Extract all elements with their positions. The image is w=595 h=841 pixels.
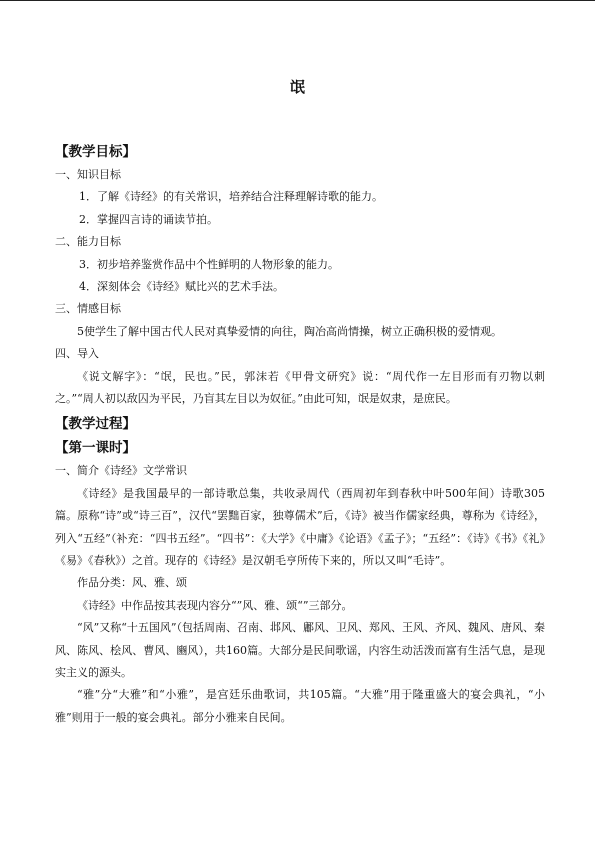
intro-heading: 四、导入: [55, 347, 99, 361]
emotion-goals-heading: 三、情感目标: [55, 302, 121, 316]
feng-paragraph: “风”又称“十五国风”（包括周南、召南、邶风、鄘风、卫风、郑风、王风、齐风、魏风、唐风、秦风、陈风、桧风、曹风、豳风），共160篇。大部分是民间歌谣，内容生动活泼而富有生活气息，是现实主义的源头。: [55, 621, 545, 679]
emotion-goal-text: 5使学生了解中国古代人民对真挚爱情的向往，陶冶高尚情操，树立正确积极的爱情观。: [77, 324, 502, 338]
intro-text: 《说文解字》：“氓，民也。”民，郭沫若《甲骨文研究》说：“周代作一左目形而有刃物以刺之。”“周人初以敌囚为平民，乃盲其左目以为奴征。”由此可知，氓是奴隶，是庶民。: [55, 369, 545, 405]
shijing-intro-heading: 一、简介《诗经》文学常识: [55, 464, 187, 478]
knowledge-goals-heading: 一、知识目标: [55, 168, 121, 181]
teaching-goals-heading: 【教学目标】: [55, 144, 136, 160]
ability-goals-heading: 二、能力目标: [55, 235, 121, 249]
top-border-rule: [0, 0, 595, 1]
teaching-process-heading: 【教学过程】: [55, 416, 136, 433]
work-categories-paragraph: 作品分类：风、雅、颂: [77, 576, 187, 590]
goal-item-1: 1．了解《诗经》的有关常识，培养结合注释理解诗歌的能力。: [79, 190, 383, 204]
page-title: 氓: [289, 78, 305, 96]
goal-item-4: 4．深刻体会《诗经》赋比兴的艺术手法。: [79, 279, 284, 293]
lesson-1-heading: 【第一课时】: [55, 440, 136, 457]
ya-paragraph: “雅”分“大雅”和“小雅”，是宫廷乐曲歌词，共105篇。“大雅”用于隆重盛大的宴会典礼，“小雅”则用于一般的宴会典礼。部分小雅来自民间。: [55, 688, 545, 724]
goal-item-3: 3．初步培养鉴赏作品中个性鲜明的人物形象的能力。: [79, 257, 339, 271]
content-division-paragraph: 《诗经》中作品按其表现内容分“”风、雅、颂“”三部分。: [77, 598, 353, 612]
shijing-overview-paragraph: 《诗经》是我国最早的一部诗歌总集，共收录周代（西周初年到春秋中叶500年间）诗歌305篇。原称“诗”或“诗三百”，汉代“罢黜百家，独尊儒术”后，《诗》被当作儒家经典，尊称为《诗经》，列入“五经”（补充：“四书五经”。“四书”：《大学》《中庸》《论语》《孟子》；“五经”：《诗》《书》《礼》《易》《春秋》）之首。现存的《诗经》是汉朝毛亨所传下来的，所以又叫“毛诗”。: [55, 486, 545, 567]
goal-item-2: 2．掌握四言诗的诵读节拍。: [79, 212, 218, 226]
document-body: [55, 140, 545, 729]
